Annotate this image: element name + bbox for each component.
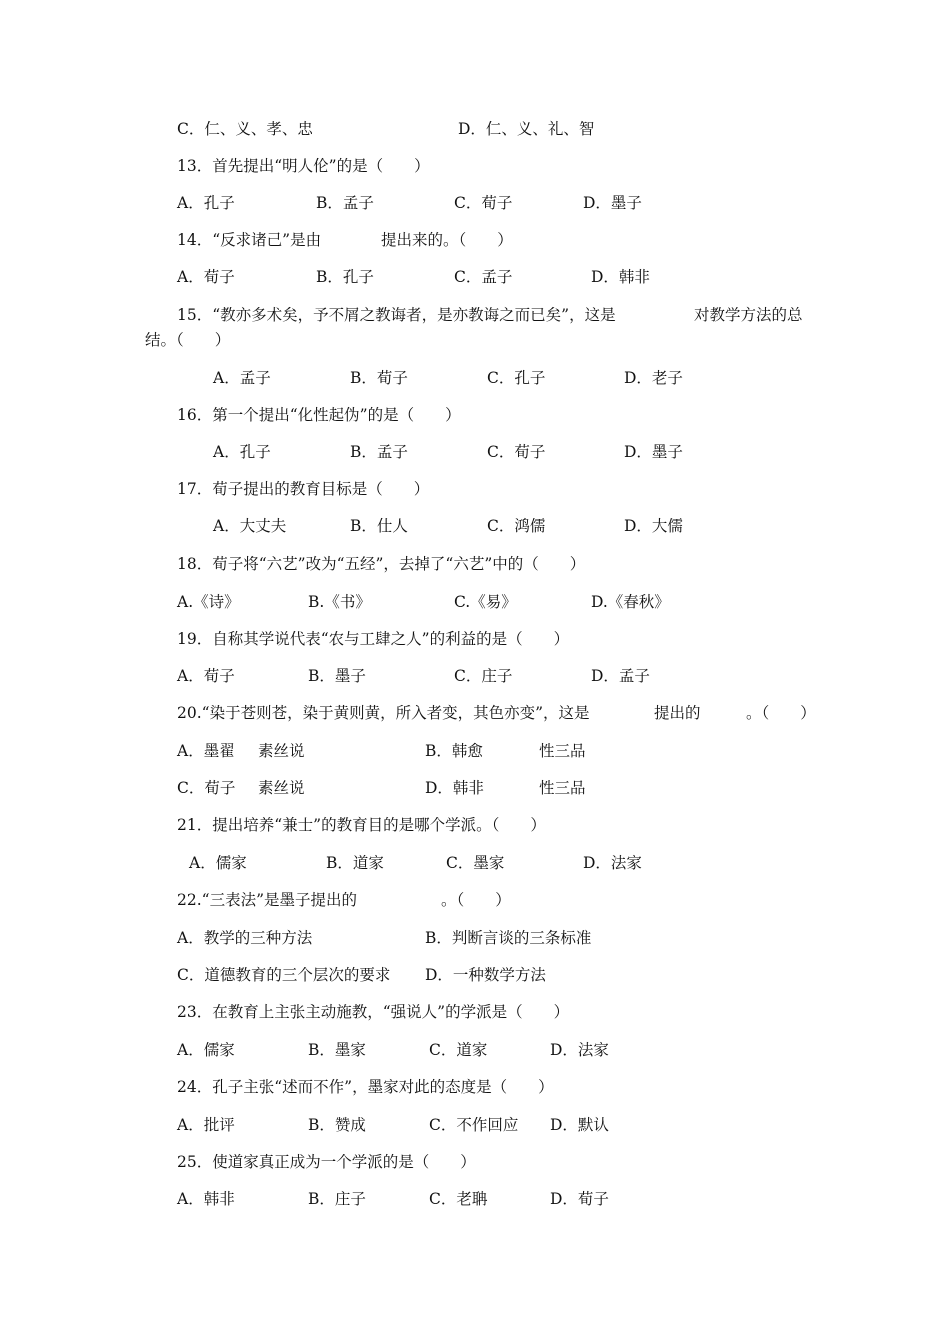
q19-options [0,664,950,688]
option-d: D．老子 [624,369,683,387]
question-stem-continued: 结。（ ） [145,331,231,349]
q12-option-d: D．仁、义、礼、智 [458,120,595,138]
option-a: A．教学的三种方法 [177,929,313,947]
option-c: C．墨家 [446,854,505,872]
option-a: A．儒家 [177,1041,235,1059]
option-d: D．大儒 [624,517,683,535]
option-b-theory: 性三品 [539,742,586,760]
q12-option-c: C．仁、义、孝、忠 [177,120,313,138]
q18-stem [0,552,950,576]
q23-stem [0,1000,950,1024]
option-b: B．孟子 [350,443,408,461]
q22-options-cd [0,963,950,987]
option-c: C．道家 [429,1041,488,1059]
question-stem-part2: 。（ ） [441,891,511,909]
question-stem: 23．在教育上主张主动施教，“强说人”的学派是（ ） [177,1003,570,1021]
option-a: A.《诗》 [177,593,240,611]
question-stem-part2: 对教学方法的总 [694,306,803,324]
option-c: C．荀子 [454,194,513,212]
option-a: A．孟子 [213,369,271,387]
option-c: C．鸿儒 [487,517,546,535]
q18-options [0,590,950,614]
option-d: D．荀子 [550,1190,609,1208]
option-c: C．不作回应 [429,1116,519,1134]
option-a: A．儒家 [189,854,247,872]
option-a-theory: 素丝说 [258,742,305,760]
q22-stem [0,888,950,912]
option-c: C．荀子 [487,443,546,461]
question-stem-part1: 14．“反求诸己”是由 [177,231,322,249]
question-stem: 17．荀子提出的教育目标是（ ） [177,480,430,498]
question-stem: 18．荀子将“六艺”改为“五经”，去掉了“六艺”中的（ ） [177,555,586,573]
option-a: A．孔子 [213,443,271,461]
option-c-name: C．荀子 [177,779,236,797]
question-stem: 13．首先提出“明人伦”的是（ ） [177,157,430,175]
q19-stem [0,627,950,651]
q15-stem-continued [0,328,950,352]
q20-options-cd [0,776,950,800]
option-c-theory: 素丝说 [258,779,305,797]
option-d: D．韩非 [591,268,650,286]
option-b: B．庄子 [308,1190,366,1208]
option-c: C.《易》 [454,593,517,611]
option-d: D.《春秋》 [591,593,670,611]
q25-options [0,1187,950,1211]
question-stem-part1: 20.“染于苍则苍，染于黄则黄，所入者变，其色亦变”，这是 [177,704,590,722]
question-stem-part1: 15．“教亦多术矣，予不屑之教诲者，是亦教诲之而已矣”，这是 [177,306,616,324]
q20-stem [0,701,950,725]
option-b: B．墨子 [308,667,366,685]
option-b: B．孟子 [316,194,374,212]
question-stem-part1: 22.“三表法”是墨子提出的 [177,891,357,909]
q16-stem [0,403,950,427]
q20-options-ab [0,739,950,763]
option-b: B．判断言谈的三条标准 [425,929,592,947]
option-d: D．孟子 [591,667,650,685]
q24-options [0,1113,950,1137]
option-a-name: A．墨翟 [177,742,235,760]
q13-stem [0,154,950,178]
question-stem: 25．使道家真正成为一个学派的是（ ） [177,1153,476,1171]
option-b: B．仕人 [350,517,408,535]
option-b: B．道家 [326,854,384,872]
option-a: A．荀子 [177,268,235,286]
option-c: C．老聃 [429,1190,488,1208]
option-d: D．墨子 [624,443,683,461]
option-a: A．孔子 [177,194,235,212]
option-a: A．批评 [177,1116,235,1134]
q14-options [0,265,950,289]
option-a: A．大丈夫 [213,517,287,535]
question-stem: 16．第一个提出“化性起伪”的是（ ） [177,406,461,424]
q23-options [0,1038,950,1062]
q25-stem [0,1150,950,1174]
q22-options-ab [0,926,950,950]
q17-stem [0,477,950,501]
q16-options [0,440,950,464]
option-b: B.《书》 [308,593,371,611]
option-a: A．韩非 [177,1190,235,1208]
option-d-name: D．韩非 [425,779,484,797]
question-stem: 21．提出培养“兼士”的教育目的是哪个学派。（ ） [177,816,546,834]
option-b: B．赞成 [308,1116,366,1134]
question-stem-part3: 。（ ） [746,704,816,722]
q15-stem [0,303,950,327]
option-b: B．墨家 [308,1041,366,1059]
option-b-name: B．韩愈 [425,742,483,760]
option-b: B．荀子 [350,369,408,387]
q12-options-cd [0,117,950,141]
option-d: D．法家 [550,1041,609,1059]
question-stem-part2: 提出的 [654,704,701,722]
q13-options [0,191,950,215]
option-c: C．庄子 [454,667,513,685]
q14-stem [0,228,950,252]
option-b: B．孔子 [316,268,374,286]
option-a: A．荀子 [177,667,235,685]
question-stem: 24．孔子主张“述而不作”，墨家对此的态度是（ ） [177,1078,554,1096]
option-d: D．法家 [583,854,642,872]
q21-options [0,851,950,875]
q15-options [0,366,950,390]
question-stem: 19．自称其学说代表“农与工肆之人”的利益的是（ ） [177,630,570,648]
q17-options [0,514,950,538]
option-d: D．默认 [550,1116,609,1134]
option-d-theory: 性三品 [539,779,586,797]
question-stem-part2: 提出来的。（ ） [381,231,513,249]
option-c: C．道德教育的三个层次的要求 [177,966,391,984]
option-d: D．一种数学方法 [425,966,546,984]
q21-stem [0,813,950,837]
option-c: C．孔子 [487,369,546,387]
option-d: D．墨子 [583,194,642,212]
option-c: C．孟子 [454,268,513,286]
q24-stem [0,1075,950,1099]
